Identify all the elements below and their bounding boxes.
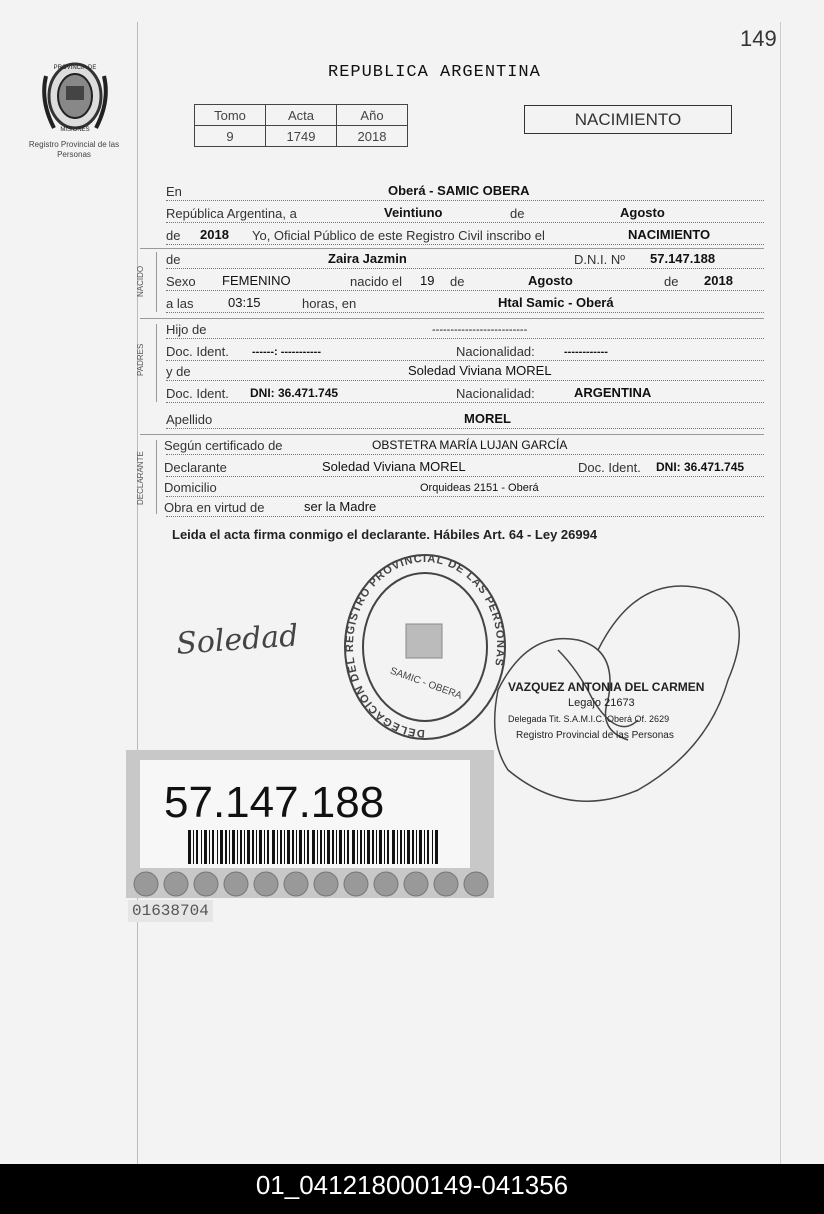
provincial-crest-icon [36,56,114,138]
row-date [166,204,764,223]
en-label: En [166,184,182,199]
de-label-2: de [166,228,181,243]
mother-name: Soledad Viviana MOREL [408,363,552,378]
stamp-ring-text: DELEGACIÓN DEL REGISTRO PROVINCIAL DE LAS PERSONAS [343,552,507,740]
nacido-el-label: nacido el [350,274,403,289]
apellido-value: MOREL [464,411,511,426]
horas-label: horas, en [302,296,357,311]
father-doc: ------: ----------- [252,346,321,358]
row-time [166,294,764,313]
official-stamp [340,552,510,742]
inscribe-type: NACIMIENTO [628,227,711,242]
dni-label: D.N.I. Nº [574,252,625,267]
de-label: de [510,206,525,221]
row-mother-doc [166,384,764,403]
registration-month: Agosto [620,205,665,220]
declarante-section-label: DECLARANTE [136,451,145,505]
closing-statement: Leida el acta firma conmigo el declarante. Hábiles Art. 64 - Ley 26994 [172,527,598,542]
row-domicilio [166,478,764,497]
tomo-value: 9 [195,126,266,147]
sexo-label: Sexo [166,274,196,289]
padres-bracket [156,324,157,402]
mother-doc-label: Doc. Ident. [166,386,229,401]
declarante-doc: DNI: 36.471.745 [656,460,745,474]
a-las-label: a las [166,296,194,311]
acta-value: 1749 [266,126,337,147]
declarant-signature [172,608,302,668]
registry-place: Oberá - SAMIC OBERA [388,183,530,198]
de-label-3: de [166,252,181,267]
document-title: REPUBLICA ARGENTINA [328,63,541,82]
birth-year: 2018 [704,273,733,288]
birth-day: 19 [420,273,435,288]
label-number: 57.147.188 [164,778,385,827]
official-role: Delegada Tit. S.A.M.I.C. Oberá Of. 2629 [508,714,670,724]
birth-place: Htal Samic - Oberá [498,295,614,310]
row-en [166,182,764,201]
father-doc-label: Doc. Ident. [166,344,229,359]
barcode-icon [188,830,438,864]
birth-time: 03:15 [228,295,261,310]
row-officer [166,226,764,245]
child-name: Zaira Jazmin [328,251,407,266]
padres-section-label: PADRES [136,343,145,377]
child-sexo: FEMENINO [222,273,291,288]
separator-declarante [140,434,764,435]
row-nacido-name [166,250,764,269]
declarante-label: Declarante [164,460,227,475]
row-declarante [166,458,764,477]
row-father-doc [166,342,764,361]
official-registry: Registro Provincial de las Personas [516,730,674,741]
left-margin-line [137,22,138,1164]
registration-year: 2018 [200,227,229,242]
father-nac-label: Nacionalidad: [456,344,535,359]
separator-nacido [140,248,764,249]
document-type-box: NACIMIENTO [524,105,732,134]
obra-value: ser la Madre [304,499,377,514]
footer-code: 01_041218000149-041356 [0,1164,824,1214]
certificado-label: Según certificado de [164,438,283,453]
de-label-5: de [664,274,679,289]
tomo-header: Tomo [195,105,266,126]
right-margin-line [780,22,781,1164]
row-apellido [166,410,764,429]
birth-month: Agosto [528,273,573,288]
child-dni: 57.147.188 [650,251,716,266]
de-label-4: de [450,274,465,289]
officer-text: Yo, Oficial Público de este Registro Civil inscribo el [252,228,545,243]
registration-day: Veintiuno [384,205,443,220]
mother-nationality: ARGENTINA [574,385,652,400]
declarant-signature-text: Soledad [175,618,300,662]
official-name: VAZQUEZ ANTONIA DEL CARMEN [508,680,705,694]
row-mother-name [166,362,764,381]
separator-padres [140,318,764,319]
stamp-center-text: SAMIC - OBERA [388,665,464,702]
crest-caption: Registro Provincial de las Personas [28,140,120,159]
y-de-label: y de [166,364,191,379]
declarante-bracket [156,440,157,514]
serial-number: 01638704 [128,900,213,922]
registry-table [194,104,408,147]
father-nationality: ------------ [564,346,608,358]
certificado-value: OBSTETRA MARÍA LUJAN GARCÍA [372,438,568,452]
declarante-name: Soledad Viviana MOREL [322,459,466,474]
security-pattern-icon [126,868,494,898]
nacido-bracket [156,252,157,312]
crest-ring-bottom: MISIONES [60,127,90,133]
barcode-label [126,750,494,898]
anio-value: 2018 [337,126,408,147]
row-sexo [166,272,764,291]
row-obra [166,498,764,517]
barcode-label-inner [140,760,470,868]
father-name: -------------------------- [432,324,528,336]
apellido-label: Apellido [166,412,213,427]
anio-header: Año [337,105,408,126]
republica-label: República Argentina, a [166,206,297,221]
hijo-de-label: Hijo de [166,322,207,337]
domicilio-value: Orquideas 2151 - Oberá [420,482,539,494]
declarante-doc-label: Doc. Ident. [578,460,641,475]
acta-header: Acta [266,105,337,126]
mother-doc: DNI: 36.471.745 [250,386,339,400]
row-certificado [166,436,764,455]
official-legajo: Legajo 21673 [568,697,635,709]
domicilio-label: Domicilio [164,480,217,495]
row-hijo-de [166,320,764,339]
page-number: 149 [740,26,777,51]
mother-nac-label: Nacionalidad: [456,386,535,401]
crest-ring-top: PROVINCIA DE [53,65,97,71]
nacido-section-label: NACIDO [136,265,145,297]
obra-label: Obra en virtud de [164,500,265,515]
